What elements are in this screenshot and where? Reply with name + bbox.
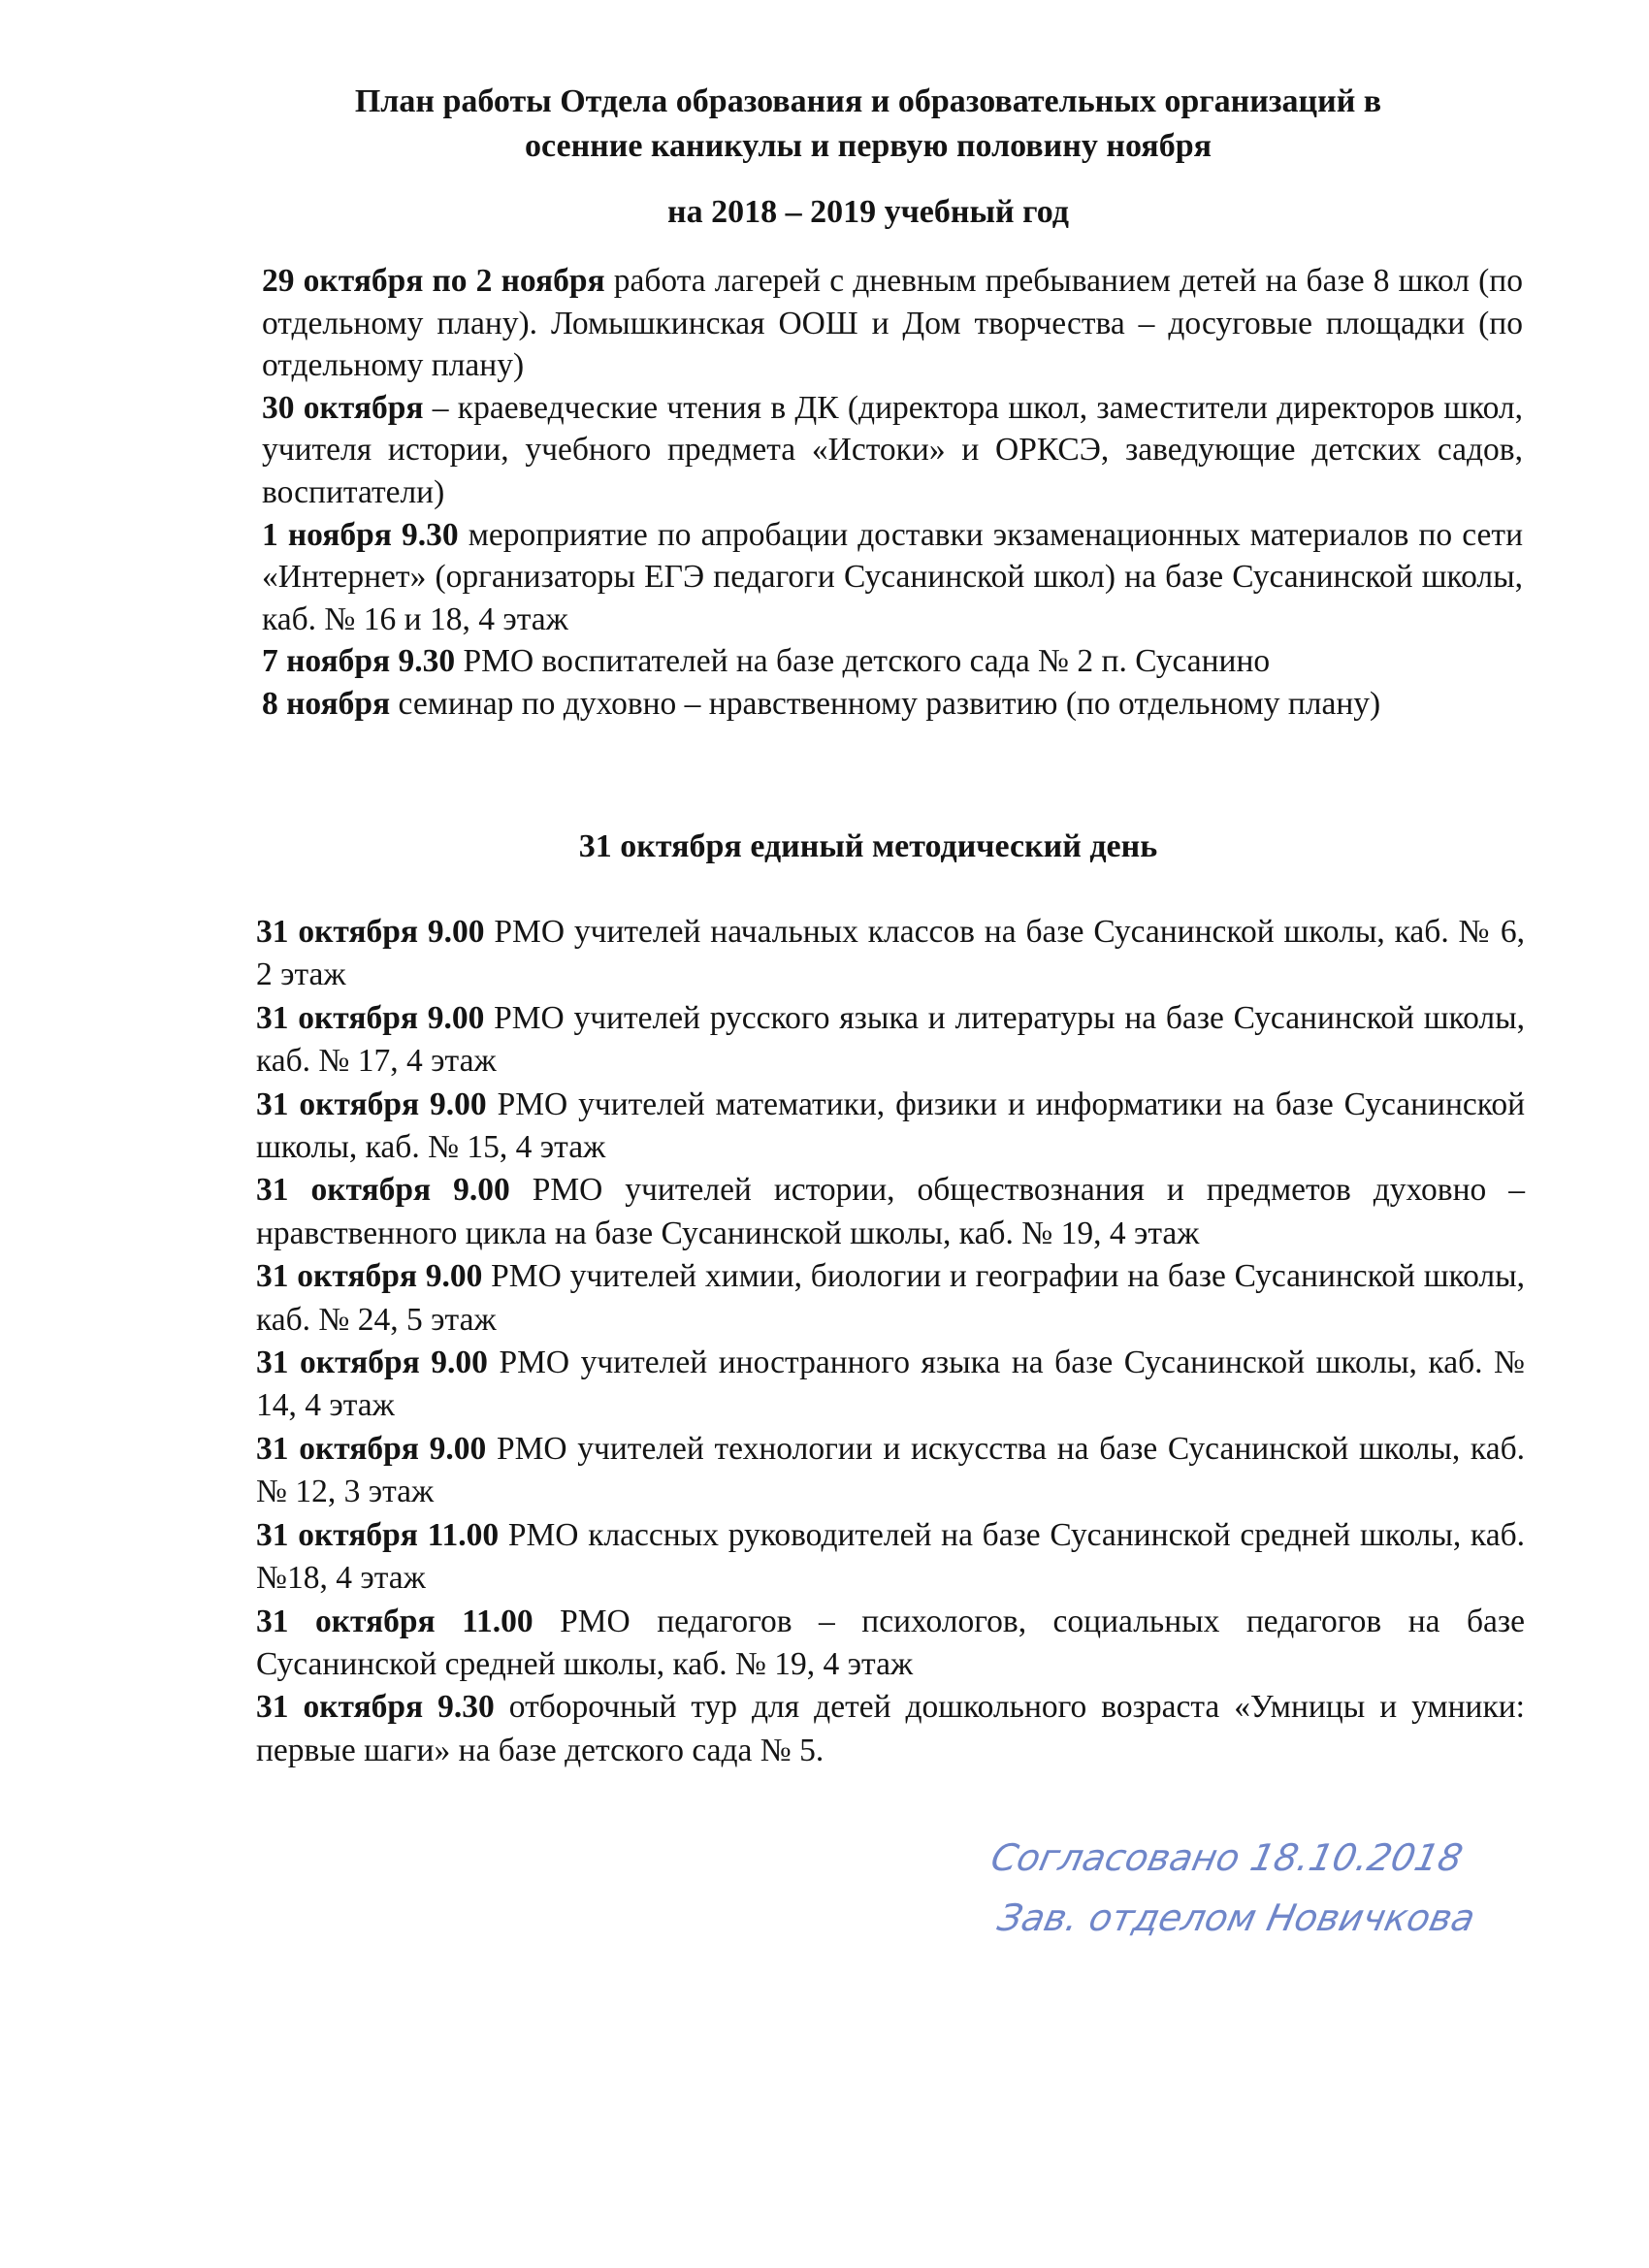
document-title — [233, 80, 1504, 169]
entry-text: РМО педагогов – психологов, социальных педагогов на базе Сусанинской средней школы, каб. № 19, 4 этаж — [256, 1603, 1525, 1682]
method-day-entries — [256, 911, 1525, 1772]
entry-date: 31 октября 9.00 — [256, 1258, 483, 1295]
method-entry — [256, 1169, 1525, 1255]
method-entry — [256, 911, 1525, 997]
entry-text: РМО учителей химии, биологии и географии на базе Сусанинской школы, каб. № 24, 5 этаж — [256, 1258, 1525, 1338]
method-entry — [256, 1601, 1525, 1687]
entry-text: – краеведческие чтения в ДК (директора школ, заместители директоров школ, учителя истории, учебного предмета «Истоки» и ОРКСЭ, заведующие детских садов, воспитатели) — [262, 389, 1523, 510]
plan-entry — [262, 640, 1523, 683]
entry-date: 7 ноября 9.30 — [262, 643, 456, 680]
entry-date: 31 октября 9.00 — [256, 1430, 487, 1467]
entry-date: 31 октября 9.00 — [256, 1172, 510, 1209]
entry-text: РМО учителей истории, обществознания и предметов духовно – нравственного цикла на базе Сусанинской школы, каб. № 19, 4 этаж — [256, 1172, 1525, 1251]
method-entry — [256, 997, 1525, 1084]
entry-date: 31 октября 9.00 — [256, 1345, 488, 1381]
method-entry — [256, 1255, 1525, 1342]
title-line-1: План работы Отдела образования и образовательных организаций в — [354, 83, 1382, 119]
method-entry — [256, 1342, 1525, 1428]
entry-date: 31 октября 11.00 — [256, 1516, 500, 1553]
entry-date: 31 октября 9.00 — [256, 999, 485, 1036]
title-line-2: осенние каникулы и первую половину ноября — [524, 128, 1212, 164]
plan-entry — [262, 387, 1523, 514]
entry-text: РМО учителей технологии и искусства на базе Сусанинской школы, каб. № 12, 3 этаж — [256, 1430, 1525, 1510]
signature-line-1: Согласовано 18.10.2018 — [986, 1836, 1467, 1880]
entry-date: 31 октября 9.00 — [256, 1085, 487, 1122]
handwritten-signature — [970, 1824, 1630, 1960]
method-day-title: 31 октября единый методический день — [578, 828, 1158, 864]
entry-date: 30 октября — [262, 389, 424, 426]
entry-date: 31 октября 11.00 — [256, 1603, 534, 1639]
entry-text: РМО учителей начальных классов на базе Сусанинской школы, каб. № 6, 2 этаж — [256, 914, 1525, 993]
method-entry — [256, 1686, 1525, 1772]
entry-date: 1 ноября 9.30 — [262, 516, 459, 553]
entry-text: РМО классных руководителей на базе Сусанинской средней школы, каб. №18, 4 этаж — [256, 1516, 1525, 1597]
method-entry — [256, 1428, 1525, 1514]
entry-text: семинар по духовно – нравственному развитию (по отдельному плану) — [390, 685, 1381, 722]
plan-entries — [262, 260, 1523, 726]
entry-date: 31 октября 9.00 — [256, 914, 485, 950]
entry-date: 29 октября по 2 ноября — [262, 263, 605, 299]
entry-date: 8 ноября — [262, 685, 391, 722]
signature-line-2: Зав. отделом Новичкова — [993, 1896, 1479, 1940]
entry-text: РМО воспитателей на базе детского сада № 2 п. Сусанино — [455, 643, 1271, 680]
entry-text: РМО учителей русского языка и литературы на базе Сусанинской школы, каб. № 17, 4 этаж — [256, 999, 1525, 1080]
entry-text: мероприятие по апробации доставки экзаменационных материалов по сети «Интернет» (организаторы ЕГЭ педагоги Сусанинской школ) на базе Сусанинской школы, каб. № 16 и 18, 4 этаж — [262, 516, 1523, 637]
entry-text: работа лагерей с дневным пребыванием детей на базе 8 школ (по отдельному плану). Ломышкинская ООШ и Дом творчества – досуговые площадки (по отдельному плану) — [262, 263, 1523, 384]
method-entry — [256, 1084, 1525, 1170]
entry-date: 31 октября 9.30 — [256, 1689, 495, 1726]
plan-entry — [262, 683, 1523, 726]
plan-entry — [262, 260, 1523, 387]
plan-entry — [262, 514, 1523, 641]
document-subtitle: на 2018 – 2019 учебный год — [667, 194, 1069, 230]
signature-drawing — [970, 1824, 1630, 1960]
entry-text: РМО учителей математики, физики и информатики на базе Сусанинской школы, каб. № 15, 4 этаж — [256, 1085, 1525, 1166]
method-entry — [256, 1514, 1525, 1601]
entry-text: отборочный тур для детей дошкольного возраста «Умницы и умники: первые шаги» на базе детского сада № 5. — [256, 1689, 1525, 1768]
entry-text: РМО учителей иностранного языка на базе Сусанинской школы, каб. № 14, 4 этаж — [256, 1345, 1525, 1424]
